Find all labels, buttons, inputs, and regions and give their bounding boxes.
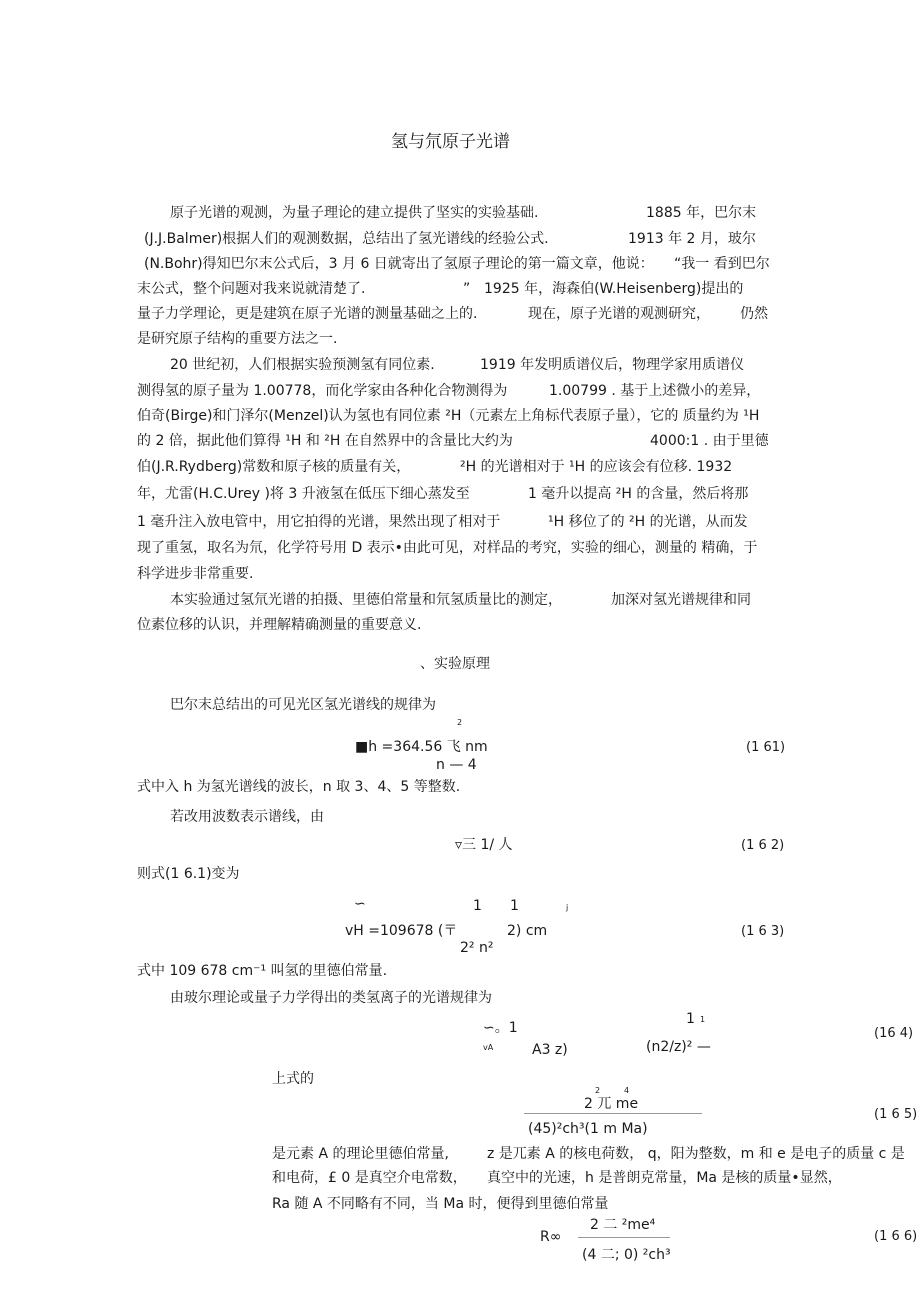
text-line: 真空中的光速，h 是普朗克常量，Ma 是核的质量•显然， <box>487 1170 842 1186</box>
text-line: 式中 109 678 cm⁻¹ 叫氢的里德伯常量. <box>137 963 388 979</box>
text-line: 4000:1 . 由于里德 <box>650 433 769 449</box>
equation-number: (1 6 6) <box>874 1229 918 1244</box>
text-line: 1885 年，巴尔末 <box>646 205 757 221</box>
eq-superscript: 2 <box>595 1086 601 1095</box>
eq-main: vH =109678 (〒 <box>345 923 458 939</box>
eq-denominator: 2² n² <box>460 940 494 956</box>
eq-right: (n2/z)² — <box>646 1039 711 1055</box>
eq-main: ■h =364.56 飞 nm <box>355 739 488 755</box>
text-line: 1.00799 . 基于上述微小的差异， <box>549 383 761 399</box>
text-line: Ra 随 A 不同略有不同，当 Ma 时，便得到里德伯常量 <box>272 1196 609 1212</box>
page-title: 氢与氘原子光谱 <box>391 132 510 152</box>
text-line: 是研究原子结构的重要方法之一. <box>137 331 338 347</box>
text-line: 加深对氢光谱规律和同 <box>611 592 751 608</box>
text-line: ¹H 移位了的 ²H 的光谱，从而发 <box>548 514 748 530</box>
text-line: 则式(1 6.1)变为 <box>137 866 240 882</box>
text-line: 测得氢的原子量为 1.00778，而化学家由各种化合物测得为 <box>137 383 508 399</box>
text-line: 量子力学理论，更是建筑在原子光谱的测量基础之上的. <box>137 306 478 322</box>
text-line: 1913 年 2 月，玻尔 <box>628 231 756 247</box>
text-line: 仍然 <box>740 306 768 322</box>
text-line: 若改用波数表示谱线，由 <box>170 809 324 825</box>
equation-number: (1 6 3) <box>741 924 785 939</box>
text-line: 的 2 倍，据此他们算得 ¹H 和 ²H 在自然界中的含量比大约为 <box>137 433 513 449</box>
text-line: 伯奇(Birge)和门泽尔(Menzel)认为氢也有同位素 ²H（元素左上角标代表原子量），它的 质量约为 ¹H <box>137 408 760 424</box>
eq-superscript: 4 <box>624 1086 630 1095</box>
eq-left-sub: vA <box>483 1043 494 1052</box>
text-line: 1925 年，海森伯(W.Heisenberg)提出的 <box>484 281 744 297</box>
text-line: 现在，原子光谱的观测研究， <box>528 306 710 322</box>
text-line: 本实验通过氢氘光谱的拍摄、里德伯常量和氘氢质量比的测定， <box>170 592 562 608</box>
eq-superscript: 2 <box>457 718 463 727</box>
eq-numerator: 2 兀 me <box>584 1096 639 1112</box>
text-line: 现了重氢，取名为氘，化学符号用 D 表示•由此可见，对样品的考究，实验的细心，测量的 精确，于 <box>137 540 758 556</box>
text-line: “我一 看到巴尔 <box>674 256 770 272</box>
text-line: 1 毫升以提高 ²H 的含量，然后将那 <box>528 486 749 502</box>
eq-numerator: 1 <box>473 898 482 914</box>
text-line: 是元素 A 的理论里德伯常量, <box>272 1146 449 1162</box>
text-line: 末公式，整个问题对我来说就清楚了. <box>137 281 366 297</box>
eq-right-top: 1 <box>686 1011 695 1027</box>
eq-lhs: R∞ <box>540 1229 562 1245</box>
eq-numerator: 2 二 ²me⁴ <box>590 1217 656 1233</box>
text-line: (J.J.Balmer)根据人们的观测数据，总结出了氢光谱线的经验公式. <box>144 231 549 247</box>
text-line: 年，尤雷(H.C.Urey )将 3 升液氢在低压下细心蒸发至 <box>137 486 470 502</box>
text-line: 式中入 h 为氢光谱线的波长，n 取 3、4、5 等整数. <box>137 779 461 795</box>
section-heading: 、实验原理 <box>420 656 490 672</box>
text-line: 位素位移的认识，并理解精确测量的重要意义. <box>137 617 422 633</box>
text-line: ” <box>463 281 471 297</box>
eq-main-close: 2) cm <box>507 923 548 939</box>
text-line: 由玻尔理论或量子力学得出的类氢离子的光谱规律为 <box>170 990 492 1006</box>
equation-number: (1 6 2) <box>741 838 785 853</box>
eq-tilde: ∽ <box>354 896 366 912</box>
eq-left-top: ∽。1 <box>483 1020 518 1036</box>
text-line: 1919 年发明质谱仪后，物理学家用质谱仪 <box>480 357 745 373</box>
fraction-bar <box>524 1113 702 1114</box>
eq-right-sup: 1 <box>700 1015 706 1024</box>
eq-mark: j <box>566 903 569 912</box>
text-line: 1 毫升注入放电管中，用它拍得的光谱，果然出现了相对于 <box>137 514 501 530</box>
equation-number: (16 4) <box>874 1026 914 1041</box>
eq-denominator: (4 二; 0) ²ch³ <box>582 1247 671 1263</box>
text-line: 原子光谱的观测，为量子理论的建立提供了坚实的实验基础. <box>170 205 539 221</box>
fraction-bar <box>578 1237 670 1238</box>
text-line: (N.Bohr)得知巴尔末公式后，3 月 6 日就寄出了氢原子理论的第一篇文章，他说： <box>144 256 654 272</box>
eq-main: ▿三 1/ 人 <box>455 837 513 853</box>
text-line: 科学进步非常重要. <box>137 566 254 582</box>
text-line: ²H 的光谱相对于 ¹H 的应该会有位移. 1932 <box>460 459 733 475</box>
eq-denominator: (45)²ch³(1 m Ma) <box>528 1121 648 1137</box>
eq-middle: A3 z) <box>532 1042 568 1058</box>
text-line: z 是兀素 A 的核电荷数， q，阳为整数，m 和 e 是电子的质量 c 是 <box>487 1146 905 1162</box>
eq-numerator: 1 <box>510 898 519 914</box>
text-line: 20 世纪初，人们根据实验预测氢有同位素. <box>170 357 435 373</box>
eq-denominator: n — 4 <box>436 757 477 773</box>
text-line: 和电荷，£ 0 是真空介电常数， <box>272 1170 467 1186</box>
equation-number: (1 61) <box>746 740 786 755</box>
text-line: 巴尔末总结出的可见光区氢光谱线的规律为 <box>170 697 436 713</box>
equation-number: (1 6 5) <box>874 1107 918 1122</box>
text-line: 伯(J.R.Rydberg)常数和原子核的质量有关， <box>137 459 411 475</box>
text-line: 上式的 <box>272 1071 314 1087</box>
